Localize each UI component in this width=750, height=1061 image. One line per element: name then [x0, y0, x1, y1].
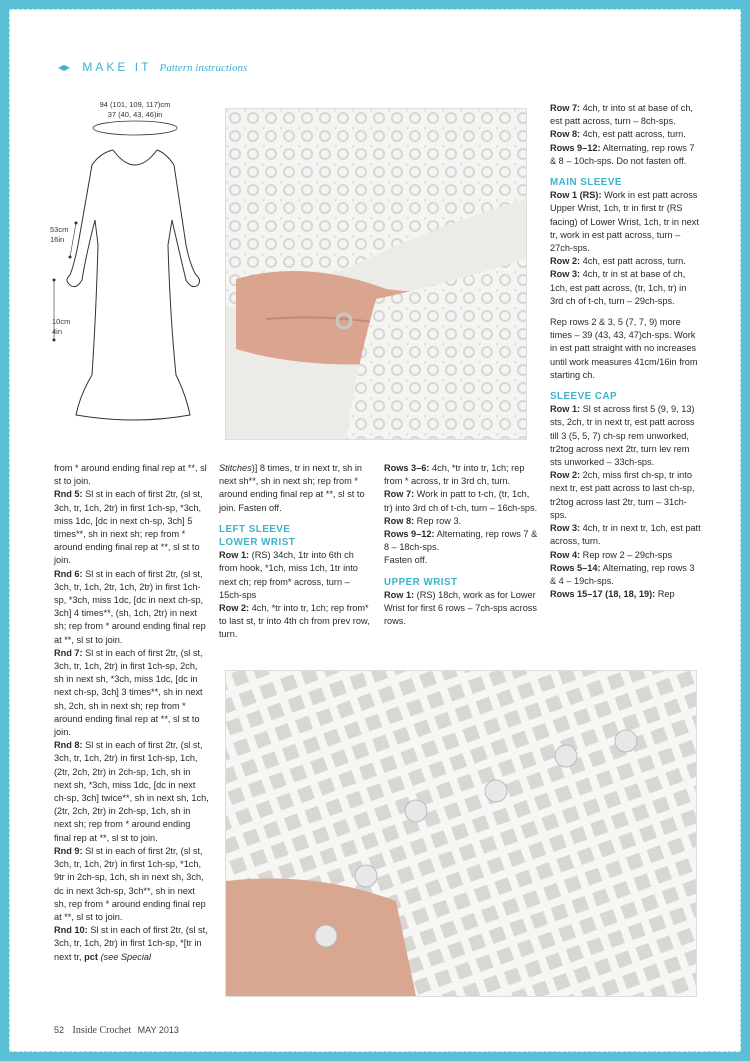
page-number: 52 [54, 1025, 65, 1035]
instructions-column-2 [219, 462, 374, 642]
rnd-9: Rnd 9: Sl st in each of first 2tr, (sl st, 3ch, tr, 1ch, 2tr) in first 1ch-sp, *1ch, 9tr in 2ch-sp, 1ch, sh in next sh, 3ch, dc in next 3ch-sp, 3ch**, sh in next sh, rep from * around ending final rep at **, sl st to join. [54, 845, 206, 922]
header-subtitle: Pattern instructions [159, 62, 248, 74]
paragraph: Stitches)] 8 times, tr in next tr, sh in next sh**, sh in next sh; rep from * around ending final rep at **, sl st to join. Fasten off. [219, 463, 365, 513]
rows-9-12: Rows 9–12: Alternating, rep rows 7 & 8 – 18ch-sps. [384, 529, 538, 553]
cuff-measure-cm: 10cm [52, 317, 71, 326]
instructions-column-4 [550, 102, 702, 601]
section-heading: SLEEVE CAP [550, 391, 618, 403]
dress-outline-drawing [40, 95, 210, 455]
section-heading: LEFT SLEEVE [219, 523, 291, 535]
rnd-8: Rnd 8: Sl st in each of first 2tr, (sl st, 3ch, tr, 1ch, 2tr) in first 1ch-sp, 1ch, (2tr, 2ch, 2tr) in 2ch-sp, 1ch, sh in next sh, *3ch, miss 1dc, [dc in next ch-sp, 3ch] twice**, sh in next sh, 1ch, (2tr, 2ch, 2tr) in 2ch-sp, 1ch, sh in next sh; rep from * around ending final rep at **, sl st to join. [54, 740, 209, 843]
rnd-10: Rnd 10: Sl st in each of first 2tr, (sl st, 3ch, tr, 1ch, 2tr) in first 1ch-sp, *[tr in next tr, pct (see Special [54, 925, 208, 962]
main-row-1: Row 1 (RS): Work in est patt across Upper Wrist, 1ch, tr in first tr (RS facing) of Lower Wrist, 1ch, tr in next tr, work in est patt across, turn – 27ch-sps. [550, 190, 699, 254]
cap-row-4: Row 4: Rep row 2 – 29ch-sps [550, 549, 673, 560]
row-8: Row 8: Rep row 3. [384, 515, 462, 526]
row-8: Row 8: 4ch, est patt across, turn. [550, 129, 686, 140]
fasten-off: Fasten off. [384, 555, 428, 566]
cuff-measure-in: 4in [52, 327, 63, 336]
section-heading: UPPER WRIST [384, 576, 458, 588]
rows-9-12: Rows 9–12: Alternating, rep rows 7 & 8 – 10ch-sps. Do not fasten off. [550, 142, 695, 166]
cap-rows-15-17: Rows 15–17 (18, 18, 19): Rep [550, 589, 675, 600]
header-title: MAKE IT [82, 60, 152, 74]
section-header [58, 60, 247, 74]
cap-rows-5-14: Rows 5–14: Alternating, rep rows 3 & 4 – 19ch-sps. [550, 562, 695, 586]
instructions-column-1 [54, 462, 209, 964]
bust-measure-in: 37 (40, 43, 46)in [107, 110, 163, 119]
paragraph: from * around ending final rep at **, sl st to join. [54, 463, 207, 487]
subsection-heading: LOWER WRIST [219, 537, 296, 549]
photo-lace-sleeve-hand [225, 108, 527, 440]
rnd-7: Rnd 7: Sl st in each of first 2tr, (sl st, 3ch, tr, 1ch, 2tr) in first 1ch-sp, 2ch, sh in next sh, *3ch, miss 1dc, [dc in next ch-sp, 3ch] 3 times**, sh in next sh, 2ch, sh in next sh; rep from * around ending final rep at **, sl st to join. [54, 647, 203, 738]
sleeve-measure-cm: 53cm [50, 225, 69, 234]
garment-diagram [40, 95, 210, 455]
rnd-6: Rnd 6: Sl st in each of first 2tr, (sl st, 3ch, tr, 1ch, 2tr, 1ch, 2tr) in first 1ch-sp, *3ch, miss 1dc, [dc in next ch-sp, 3ch] 4 times**, (sh, 1ch, 2tr) in next sh; rep from * around ending final rep at **, sl st to join. [54, 568, 206, 645]
cap-row-2: Row 2: 2ch, miss first ch-sp, tr into next tr, est patt across to last ch-sp, tr2tog across last 2tr, turn – 31ch-sps. [550, 470, 695, 520]
main-row-3: Row 3: 4ch, tr in st at base of ch, 1ch, est patt across, (tr, 1ch, tr) in 3rd ch of t-ch, turn – 29ch-sps. [550, 269, 687, 306]
section-heading: MAIN SLEEVE [550, 177, 622, 189]
row-2: Row 2: 4ch, *tr into tr, 1ch; rep from* to last st, tr into 4th ch from prev row, turn. [219, 603, 370, 640]
cap-row-3: Row 3: 4ch, tr in next tr, 1ch, est patt across, turn. [550, 523, 701, 547]
page-footer [54, 1025, 179, 1036]
row-1: Row 1: (RS) 34ch, 1tr into 6th ch from hook, *1ch, miss 1ch, 1tr into next ch; rep from* across, turn – 15ch-sps [219, 550, 358, 600]
row-7: Row 7: Work in patt to t-ch, (tr, 1ch, tr) into 3rd ch of t-ch, turn – 16ch-sps. [384, 489, 538, 513]
issue-date: MAY 2013 [137, 1025, 179, 1035]
instructions-column-3 [384, 462, 539, 628]
row-7: Row 7: 4ch, tr into st at base of ch, est patt across, turn – 8ch-sps. [550, 103, 693, 127]
sleeve-measure-in: 16in [50, 235, 65, 244]
magazine-name: Inside Crochet [72, 1025, 132, 1036]
photo-sleeve-buttons [225, 670, 697, 997]
rows-3-6: Rows 3–6: 4ch, *tr into tr, 1ch; rep from * across, tr in 3rd ch, turn. [384, 463, 525, 487]
main-row-2: Row 2: 4ch, est patt across, turn. [550, 256, 686, 267]
upper-row-1: Row 1: (RS) 18ch, work as for Lower Wrist for first 6 rows – 7ch-sps across rows. [384, 589, 537, 627]
rnd-5: Rnd 5: Sl st in each of first 2tr, (sl st, 3ch, tr, 1ch, 2tr) in first 1ch-sp, *3ch, miss 1dc, [dc in next ch-sp, 3ch] 5 times**, sh in next sh; rep from * around ending final rep at **, sl st to join. [54, 489, 203, 566]
repeat-paragraph: Rep rows 2 & 3, 5 (7, 7, 9) more times – 39 (43, 43, 47)ch-sps. Work in est patt straight with no increases until work measures 41cm/16in from starting ch. [550, 317, 698, 380]
arrow-icon: ◂▸ [58, 60, 71, 74]
bust-measure-cm: 94 (101, 109, 117)cm [99, 100, 171, 109]
cap-row-1: Row 1: Sl st across first 5 (9, 9, 13) sts, 2ch, tr in next tr, est patt across till 3 (5, 5, 7) ch-sp rem unworked, tr2tog across next 2tr, turn lev rem sts unworked – 33ch-sps. [550, 404, 695, 468]
